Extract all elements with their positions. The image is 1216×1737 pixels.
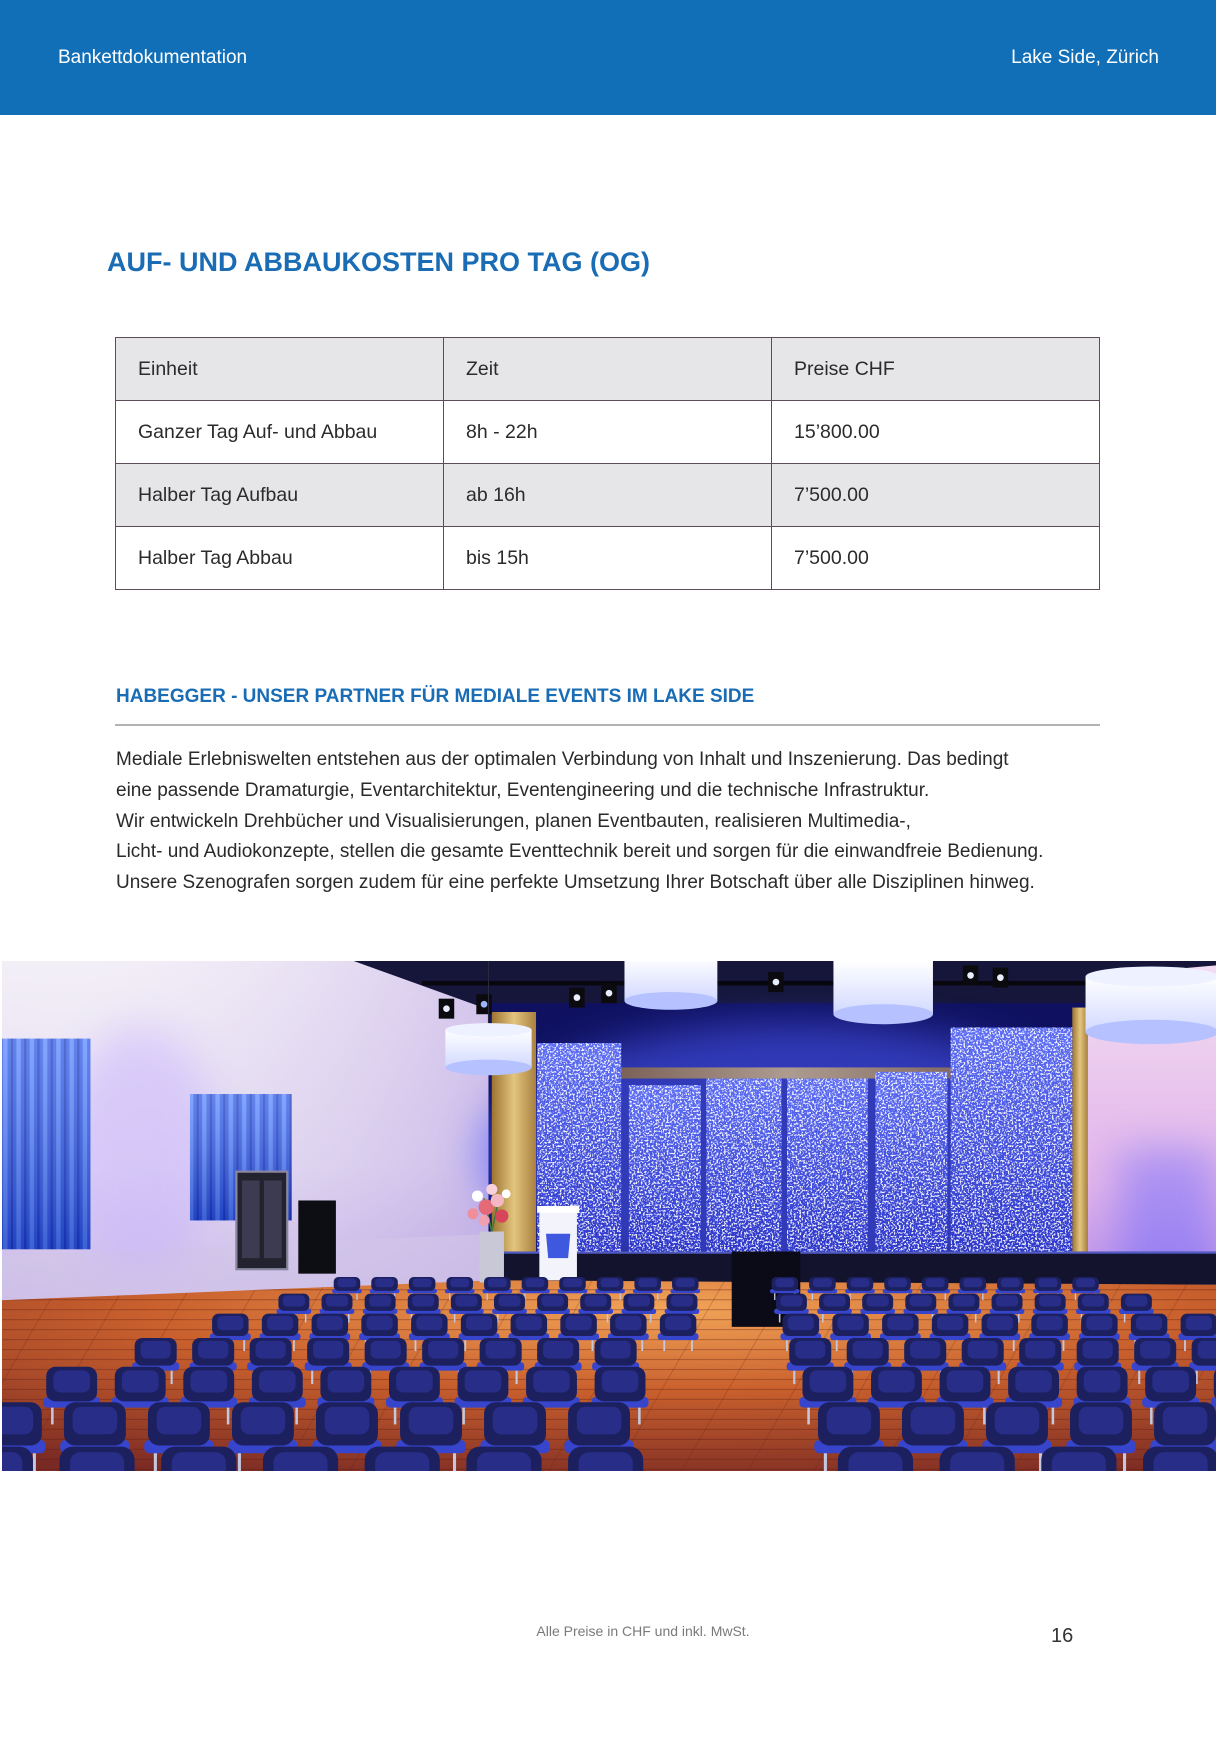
chair-back-highlight	[676, 1278, 695, 1287]
spotlight	[768, 972, 783, 992]
chair-back-highlight	[813, 1278, 832, 1287]
chair	[833, 1447, 917, 1471]
chair-back-highlight	[241, 1407, 286, 1435]
chair-back-highlight	[665, 1316, 691, 1330]
chair-back-highlight	[1001, 1278, 1020, 1287]
chair-back-highlight	[968, 1341, 998, 1359]
chair-back-highlight	[337, 1278, 356, 1287]
chair-back-highlight	[375, 1278, 394, 1287]
table-cell-preis: 15’800.00	[772, 401, 1100, 464]
table-cell-preis: 7’500.00	[772, 464, 1100, 527]
lamp-bottom	[833, 1004, 933, 1024]
flower	[479, 1215, 490, 1226]
price-table	[115, 337, 1100, 590]
spotlight	[476, 994, 491, 1014]
chair	[935, 1447, 1019, 1471]
chair-back-highlight	[198, 1341, 228, 1359]
table-cell-einheit: Ganzer Tag Auf- und Abbau	[116, 401, 444, 464]
description-line: Wir entwickeln Drehbücher und Visualisierungen, planen Eventbauten, realisieren Multimedia-,	[116, 810, 911, 832]
partner-description	[116, 745, 1043, 899]
chair	[258, 1447, 342, 1471]
spotlight	[993, 968, 1008, 988]
chair-back-highlight	[1154, 1452, 1208, 1471]
chair-back-highlight	[1086, 1316, 1112, 1330]
chair-back-highlight	[585, 1295, 607, 1306]
chair-back-highlight	[477, 1452, 531, 1471]
column-header-einheit: Einheit	[116, 338, 444, 401]
chair-back-highlight	[795, 1341, 825, 1359]
table-row	[116, 401, 1100, 464]
chair-back-highlight	[371, 1341, 401, 1359]
spotlight-lens	[967, 972, 974, 979]
chair-back-highlight	[615, 1316, 641, 1330]
chair-back-highlight	[848, 1452, 902, 1471]
flower	[502, 1189, 511, 1198]
chair-back-highlight	[1198, 1341, 1216, 1359]
chair-back-highlight	[428, 1341, 458, 1359]
chair-back-highlight	[775, 1278, 794, 1287]
event-hall-photo	[2, 961, 1216, 1471]
curtain-shade	[2, 1039, 90, 1250]
lamp-bottom	[624, 992, 717, 1010]
lamp-top	[1086, 967, 1216, 987]
venue-location: Lake Side, Zürich	[1011, 47, 1159, 68]
chair	[360, 1447, 444, 1471]
door-glass	[264, 1181, 282, 1259]
chair-back-highlight	[878, 1370, 915, 1392]
chair-back-highlight	[996, 1295, 1018, 1306]
chair-back-highlight	[995, 1407, 1040, 1435]
chair	[462, 1447, 546, 1471]
chair-back-highlight	[867, 1295, 889, 1306]
vase	[480, 1232, 504, 1283]
led-panel	[951, 1028, 1073, 1256]
spotlight-lens	[773, 979, 780, 986]
description-line: Licht- und Audiokonzepte, stellen die gesamte Eventtechnik bereit und sorgen für die einwandfreie Bedienung.	[116, 841, 1044, 863]
chair-back-highlight	[911, 1407, 956, 1435]
chair-back-highlight	[273, 1452, 327, 1471]
chair-back-highlight	[533, 1370, 570, 1392]
chair-back-highlight	[375, 1452, 429, 1471]
chair-back-highlight	[823, 1295, 845, 1306]
column-header-preise: Preise CHF	[772, 338, 1100, 401]
chair-back-highlight	[577, 1407, 622, 1435]
column-header-zeit: Zeit	[444, 338, 772, 401]
chair-back-highlight	[810, 1370, 847, 1392]
chair-back-highlight	[1140, 1341, 1170, 1359]
spotlight-lens	[606, 990, 613, 997]
podium-drape	[546, 1234, 570, 1258]
chair	[1037, 1447, 1121, 1471]
chair-back-highlight	[827, 1407, 872, 1435]
chair-back-highlight	[1025, 1341, 1055, 1359]
chair-back-highlight	[172, 1452, 226, 1471]
chair-back-highlight	[326, 1295, 348, 1306]
chair-back-highlight	[488, 1278, 507, 1287]
lamp-top	[445, 1023, 531, 1036]
section-title: AUF- UND ABBAUKOSTEN PRO TAG (OG)	[107, 247, 650, 277]
chair-back-highlight	[450, 1278, 469, 1287]
chair-back-highlight	[563, 1278, 582, 1287]
chair-back-highlight	[638, 1278, 657, 1287]
podium-top	[537, 1206, 579, 1213]
chair-back-highlight	[887, 1316, 913, 1330]
chair-back-highlight	[780, 1295, 802, 1306]
chair-back-highlight	[888, 1278, 907, 1287]
chair-back-highlight	[493, 1407, 538, 1435]
chair-back-highlight	[1015, 1370, 1052, 1392]
chair-back-highlight	[788, 1316, 814, 1330]
led-panel-sparkle	[629, 1085, 701, 1251]
price-table-body	[116, 338, 1100, 590]
table-cell-zeit: bis 15h	[444, 527, 772, 590]
chair-back-highlight	[498, 1295, 520, 1306]
chair-back-highlight	[1136, 1316, 1162, 1330]
chair-back-highlight	[416, 1316, 442, 1330]
chair-back-highlight	[953, 1295, 975, 1306]
chair-back-highlight	[53, 1370, 90, 1392]
chair-back-highlight	[256, 1341, 286, 1359]
chair	[564, 1447, 648, 1471]
chair	[55, 1447, 139, 1471]
flower	[491, 1194, 504, 1207]
flower	[486, 1184, 497, 1195]
chair-back-highlight	[1076, 1278, 1095, 1287]
chair-back-highlight	[1083, 1341, 1113, 1359]
table-cell-zeit: 8h - 22h	[444, 401, 772, 464]
description-line: Unsere Szenografen sorgen zudem für eine perfekte Umsetzung Ihrer Botschaft über alle Disziplinen hinweg.	[116, 872, 1035, 894]
chair-back-highlight	[122, 1370, 159, 1392]
chair-back-highlight	[412, 1295, 434, 1306]
spotlight-lens	[997, 974, 1004, 981]
led-panel	[706, 1079, 781, 1252]
chair-back-highlight	[1084, 1370, 1121, 1392]
chair-back-highlight	[396, 1370, 433, 1392]
chair-back-highlight	[413, 1278, 432, 1287]
chair-back-highlight	[465, 1370, 502, 1392]
chair-back-highlight	[601, 1278, 620, 1287]
spotlight-lens	[574, 994, 581, 1001]
spotlight	[569, 988, 584, 1008]
table-header-row	[116, 338, 1100, 401]
chair-back-highlight	[366, 1316, 392, 1330]
chair-back-highlight	[1036, 1316, 1062, 1330]
chair-back-highlight	[1052, 1452, 1106, 1471]
document-title: Bankettdokumentation	[58, 47, 248, 68]
table-cell-einheit: Halber Tag Abbau	[116, 527, 444, 590]
lamp-bottom	[445, 1060, 531, 1076]
chair-back-highlight	[837, 1316, 863, 1330]
chair-back-highlight	[328, 1370, 365, 1392]
chair	[1139, 1447, 1216, 1471]
chair-back-highlight	[850, 1278, 869, 1287]
chair-back-highlight	[950, 1452, 1004, 1471]
led-panel	[875, 1072, 947, 1252]
led-panel-sparkle	[875, 1072, 947, 1252]
chair-back-highlight	[1079, 1407, 1124, 1435]
table-cell-zeit: ab 16h	[444, 464, 772, 527]
chair-back-highlight	[937, 1316, 963, 1330]
chair-back-highlight	[543, 1341, 573, 1359]
page-number: 16	[1051, 1625, 1074, 1647]
chair-back-highlight	[283, 1295, 305, 1306]
chair-back-highlight	[1163, 1407, 1208, 1435]
flower	[495, 1209, 508, 1222]
chair-back-highlight	[313, 1341, 343, 1359]
chair-back-highlight	[987, 1316, 1013, 1330]
chair-back-highlight	[601, 1341, 631, 1359]
chair-back-highlight	[516, 1316, 542, 1330]
chair-back-highlight	[486, 1341, 516, 1359]
chair-back-highlight	[455, 1295, 477, 1306]
chair-back-highlight	[541, 1295, 563, 1306]
chair-back-highlight	[1125, 1295, 1147, 1306]
podium	[537, 1206, 579, 1280]
spotlight	[439, 999, 454, 1019]
chair-back-highlight	[1039, 1295, 1061, 1306]
heading-divider	[115, 724, 1100, 726]
chair-back-highlight	[947, 1370, 984, 1392]
chair-back-highlight	[628, 1295, 650, 1306]
chair-back-highlight	[671, 1295, 693, 1306]
description-line: eine passende Dramaturgie, Eventarchitektur, Eventengineering und die technische Infrastruktur.	[116, 779, 930, 801]
chair-back-highlight	[926, 1278, 945, 1287]
spotlight	[963, 965, 978, 985]
led-panel	[629, 1085, 701, 1251]
table-row	[116, 464, 1100, 527]
chair-back-highlight	[141, 1341, 171, 1359]
led-panel	[787, 1079, 868, 1252]
chair-back-highlight	[579, 1452, 633, 1471]
flower	[467, 1208, 478, 1219]
chair-back-highlight	[157, 1407, 202, 1435]
chair-back-highlight	[963, 1278, 982, 1287]
chair	[157, 1447, 241, 1471]
lighting-truss	[422, 981, 1085, 985]
gold-pillar-right	[1072, 1008, 1087, 1263]
table-cell-einheit: Halber Tag Aufbau	[116, 464, 444, 527]
chair-back-highlight	[317, 1316, 343, 1330]
chair-back-highlight	[525, 1278, 544, 1287]
partner-heading: HABEGGER - UNSER PARTNER FÜR MEDIALE EVENTS IM LAKE SIDE	[116, 686, 755, 707]
chair-back-highlight	[73, 1407, 118, 1435]
chair-back-highlight	[565, 1316, 591, 1330]
chair-back-highlight	[2, 1407, 33, 1435]
lamp-bottom	[1086, 1020, 1216, 1044]
pendant-lamp	[1086, 967, 1216, 1045]
chair-back-highlight	[910, 1295, 932, 1306]
flower	[472, 1191, 483, 1202]
chair-back-highlight	[369, 1295, 391, 1306]
chair-back-highlight	[910, 1341, 940, 1359]
header-bar	[0, 0, 1216, 115]
chair-back-highlight	[259, 1370, 296, 1392]
led-panel-sparkle	[706, 1079, 781, 1252]
chair-back-highlight	[1082, 1295, 1104, 1306]
chair-back-highlight	[466, 1316, 492, 1330]
pendant-lamp	[833, 961, 933, 1024]
table-row	[116, 527, 1100, 590]
chair-back-highlight	[325, 1407, 370, 1435]
chair-back-highlight	[70, 1452, 124, 1471]
chair-back-highlight	[267, 1316, 293, 1330]
chair-back-highlight	[190, 1370, 227, 1392]
chair-back-highlight	[1152, 1370, 1189, 1392]
spotlight	[601, 983, 616, 1003]
chair-back-highlight	[409, 1407, 454, 1435]
chair-back-highlight	[602, 1370, 639, 1392]
table-cell-preis: 7’500.00	[772, 527, 1100, 590]
pendant-lamp	[624, 961, 717, 1010]
chair-back-highlight	[1038, 1278, 1057, 1287]
spotlight-lens	[481, 1001, 488, 1008]
chair-back-highlight	[853, 1341, 883, 1359]
description-line: Mediale Erlebniswelten entstehen aus der optimalen Verbindung von Inhalt und Inszenierung. Das bedingt	[116, 749, 1009, 770]
door-glass	[242, 1181, 260, 1259]
led-panel-sparkle	[951, 1028, 1073, 1256]
footer-note: Alle Preise in CHF und inkl. MwSt.	[536, 1623, 750, 1639]
spotlight-lens	[443, 1005, 450, 1012]
dark-doorway	[298, 1200, 336, 1273]
led-panel-sparkle	[787, 1079, 868, 1252]
chair-back-highlight	[1186, 1316, 1212, 1330]
chair-back-highlight	[217, 1316, 243, 1330]
